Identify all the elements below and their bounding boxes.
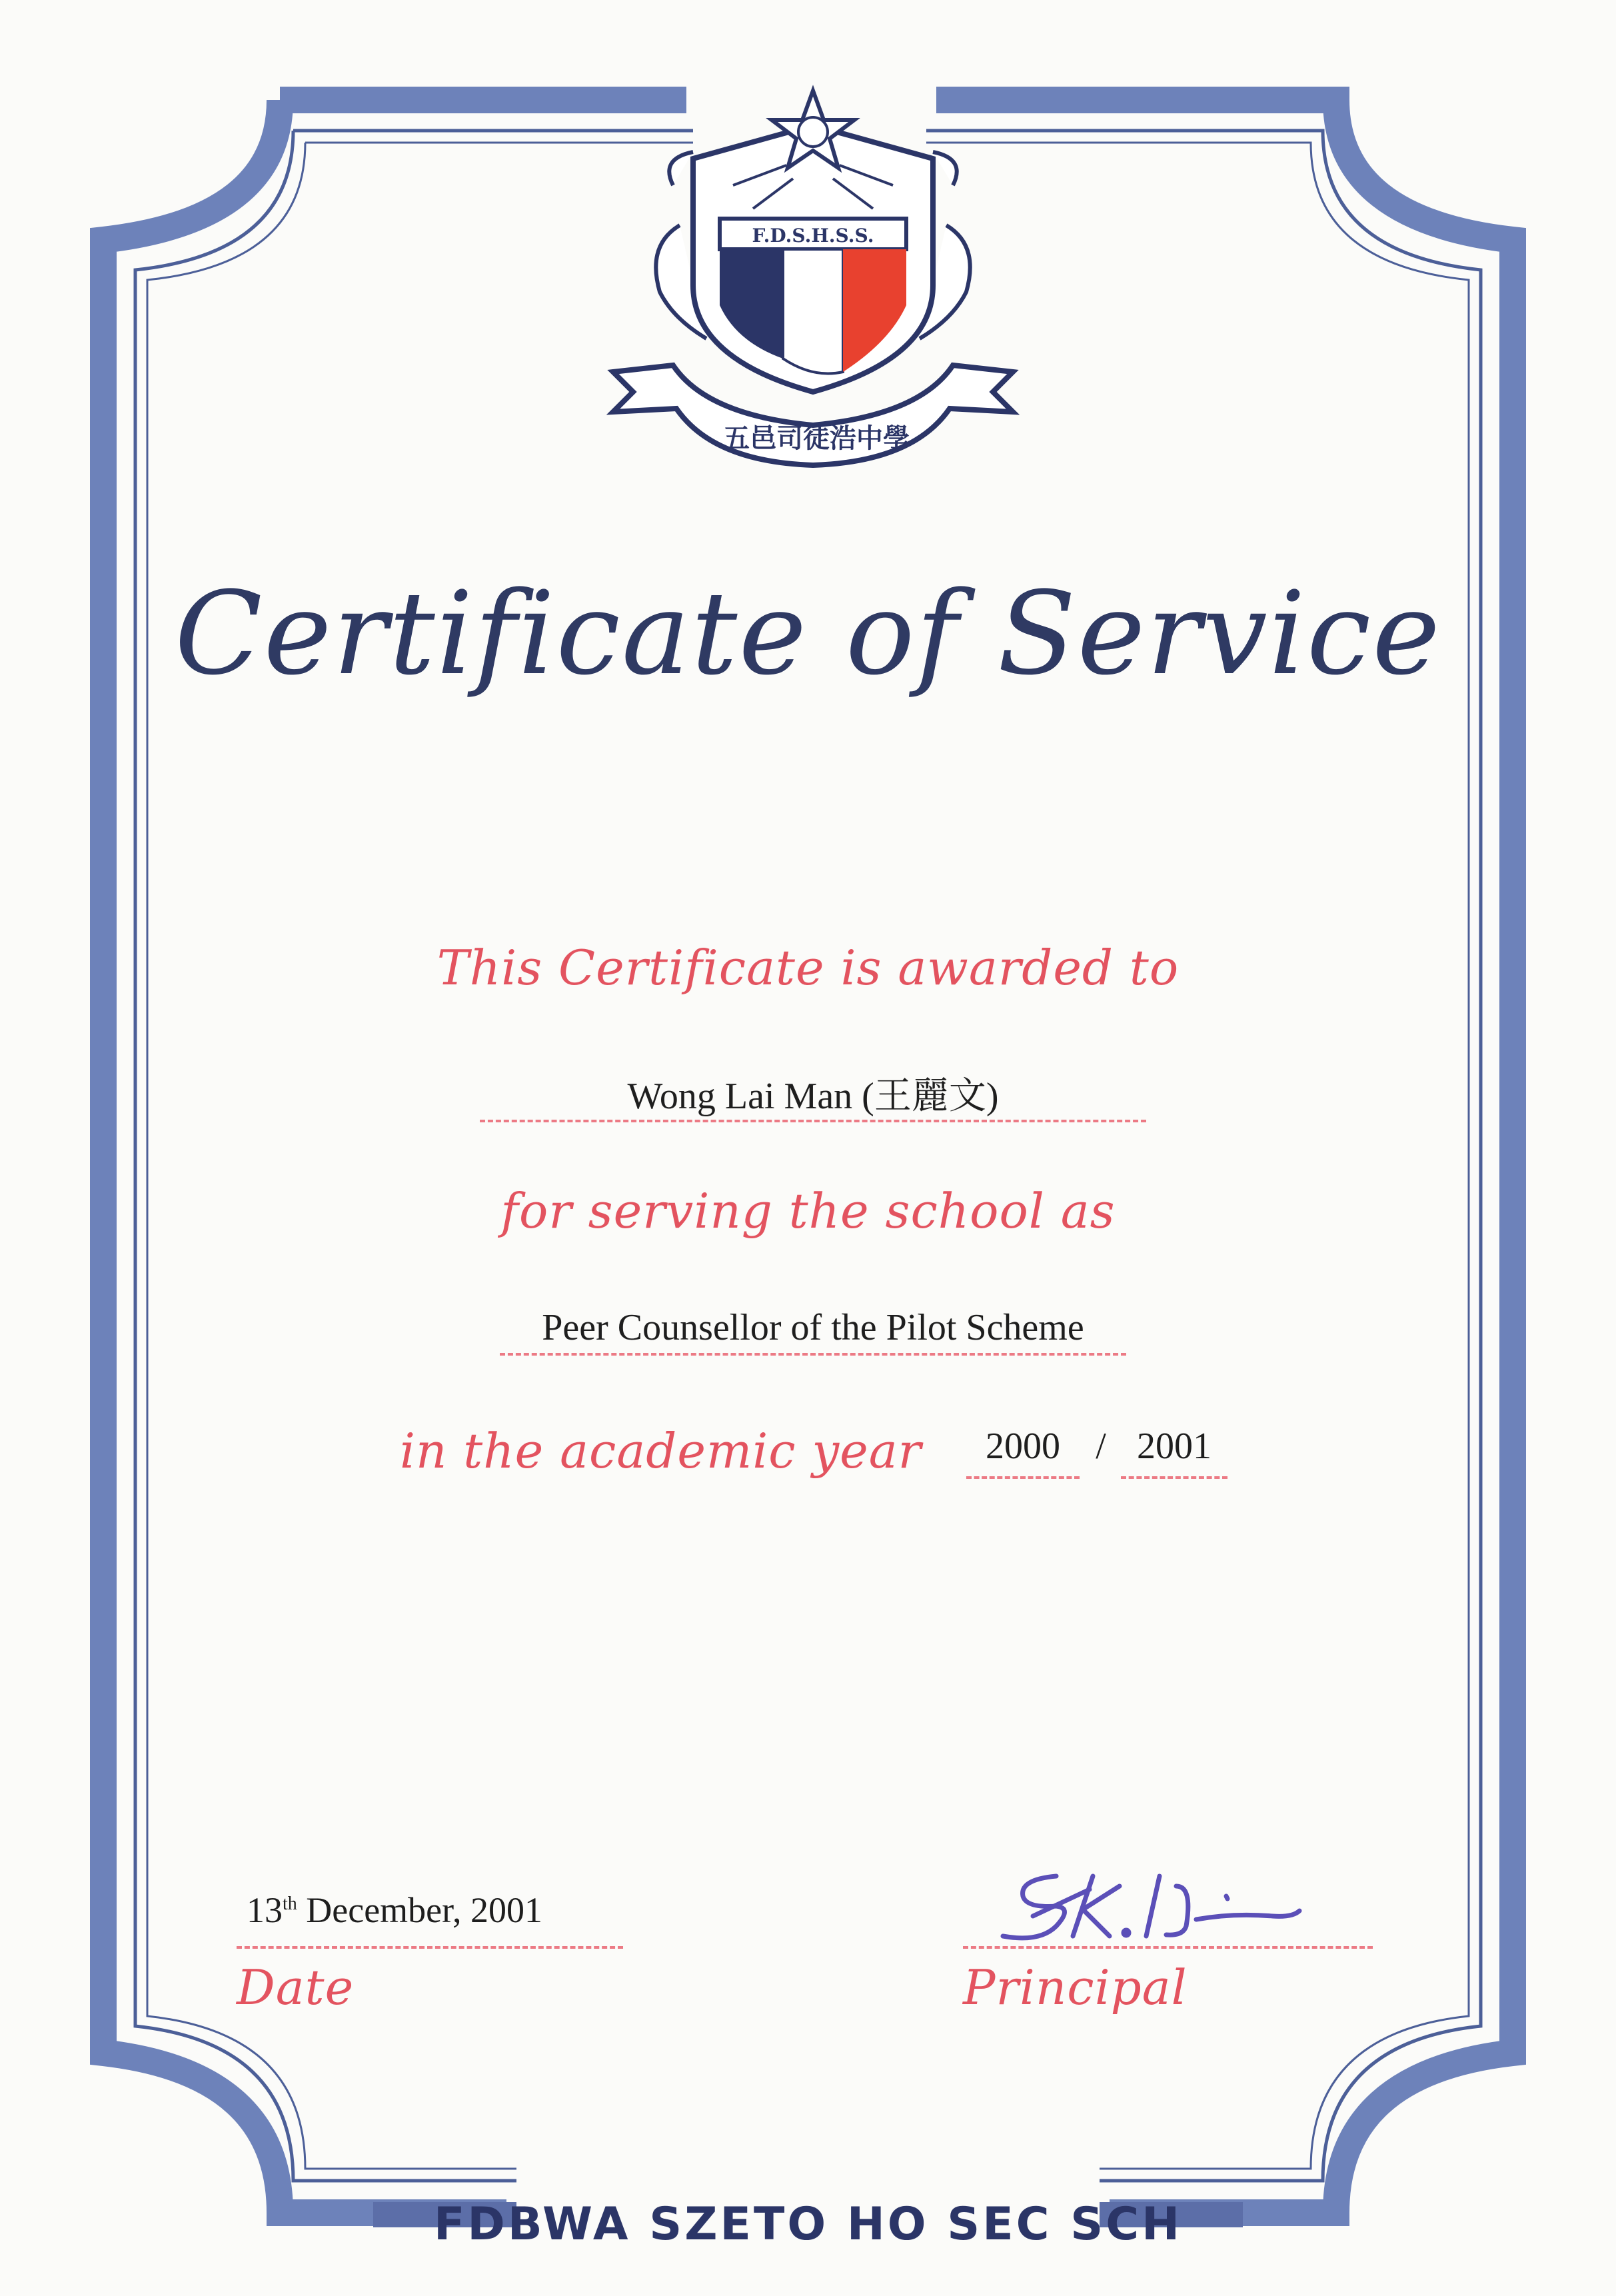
recipient-underline xyxy=(480,1120,1146,1122)
role-underline xyxy=(500,1353,1126,1356)
awarded-to-label: This Certificate is awarded to xyxy=(436,940,1180,996)
date-label: Date xyxy=(237,1959,355,2015)
serving-label: for serving the school as xyxy=(500,1183,1116,1239)
principal-underline xyxy=(963,1946,1373,1949)
year-separator: / xyxy=(1096,1426,1106,1467)
year-to-underline xyxy=(1121,1476,1227,1479)
date-rest: December, 2001 xyxy=(297,1890,542,1930)
school-footer-name: FDBWA SZETO HO SEC SCH xyxy=(433,2198,1183,2251)
service-role: Peer Counsellor of the Pilot Scheme xyxy=(542,1307,1084,1348)
principal-label: Principal xyxy=(963,1959,1188,2015)
year-from-underline xyxy=(966,1476,1080,1479)
crest-chinese-name: 五邑司徒浩中學 xyxy=(723,423,910,454)
principal-signature xyxy=(993,1849,1306,1956)
recipient-name: Wong Lai Man (王麗文) xyxy=(627,1076,999,1117)
year-to: 2001 xyxy=(1137,1426,1212,1467)
issue-date xyxy=(247,1889,542,1931)
date-underline xyxy=(237,1946,623,1949)
certificate-title: Certificate of Service xyxy=(175,567,1441,700)
crest-abbreviation: F.D.S.H.S.S. xyxy=(752,225,874,247)
date-suffix: th xyxy=(283,1893,297,1914)
year-from: 2000 xyxy=(986,1426,1060,1467)
academic-year-label: in the academic year xyxy=(400,1423,922,1479)
date-day: 13 xyxy=(247,1890,283,1930)
school-crest xyxy=(600,79,1026,479)
